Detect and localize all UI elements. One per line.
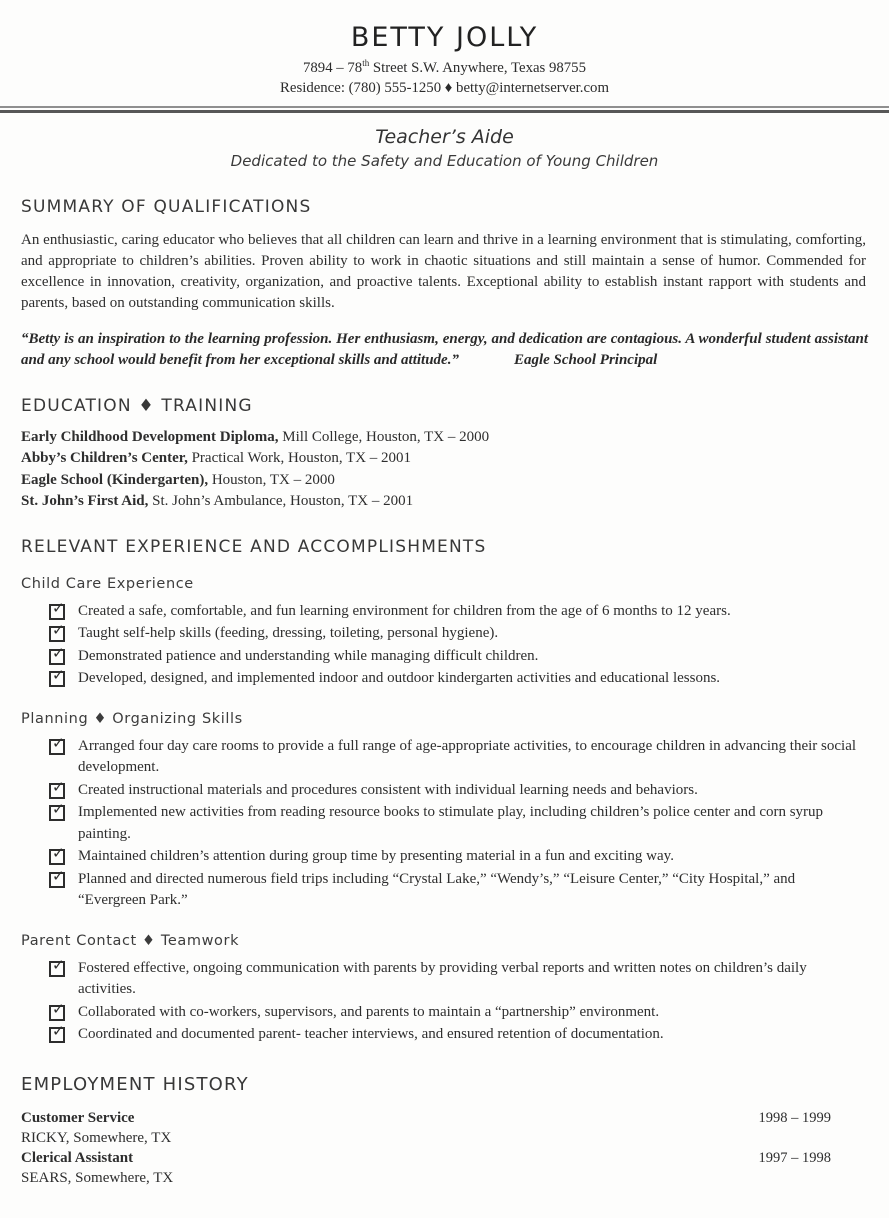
job-title: Customer Service xyxy=(21,1109,135,1126)
checked-checkbox-icon xyxy=(49,961,65,977)
title-block xyxy=(0,126,889,170)
address-text-rest: Street S.W. Anywhere, Texas 98755 xyxy=(369,59,586,76)
list-item xyxy=(49,736,868,779)
checked-checkbox-icon xyxy=(49,649,65,665)
education-item xyxy=(21,470,868,492)
checked-checkbox-icon xyxy=(49,739,65,755)
bullet-text: Arranged four day care rooms to provide a full range of age-appropriate activities, to encourage children in advancing their social development. xyxy=(78,737,857,776)
list-item xyxy=(49,958,868,1001)
address-ordinal: th xyxy=(362,58,370,68)
subheading-planning-organizing: Planning ♦ Organizing Skills xyxy=(21,710,243,727)
resume-content xyxy=(0,197,889,1218)
employment-list xyxy=(21,1108,868,1188)
education-item xyxy=(21,427,868,449)
checked-checkbox-icon xyxy=(49,805,65,821)
job-company: SEARS, Somewhere, TX xyxy=(21,1169,174,1186)
section-heading-experience: RELEVANT EXPERIENCE AND ACCOMPLISHMENTS xyxy=(21,536,487,557)
education-item-detail: Mill College, Houston, TX – 2000 xyxy=(278,428,490,445)
education-item xyxy=(21,491,868,513)
job-title: Clerical Assistant xyxy=(21,1149,134,1166)
list-item xyxy=(49,869,868,912)
job-company: RICKY, Somewhere, TX xyxy=(21,1129,172,1146)
bullet-text: Coordinated and documented parent- teacher interviews, and ensured retention of documentation. xyxy=(78,1026,664,1043)
list-item xyxy=(49,780,868,802)
education-list xyxy=(21,427,868,513)
job-row xyxy=(21,1148,868,1168)
education-item-title: Abby’s Children’s Center, xyxy=(21,450,188,467)
bullet-text: Developed, designed, and implemented indoor and outdoor kindergarten activities and educational lessons. xyxy=(78,670,721,687)
quote-text: “Betty is an inspiration to the learning profession. Her enthusiasm, energy, and dedication are contagious. A wonderful student assistant and any school would benefit from her exceptional skills and attitude.” xyxy=(21,330,868,368)
bullet-text: Implemented new activities from reading resource books to stimulate play, including children’s police center and corn syrup painting. xyxy=(78,804,824,842)
checked-checkbox-icon xyxy=(49,1005,65,1021)
education-item xyxy=(21,448,868,470)
checked-checkbox-icon xyxy=(49,1027,65,1043)
education-item-detail: Houston, TX – 2000 xyxy=(208,471,335,488)
bullet-text: Collaborated with co-workers, supervisors, and parents to maintain a “partnership” environment. xyxy=(78,1003,660,1020)
summary-paragraph: An enthusiastic, caring educator who believes that all children can learn and thrive in a learning environment that is stimulating, comforting, and appropriate to children’s abilities. Proven ability to work in chaotic situations and still maintain a sense of humor. Commended for excellence in innovation, creativity, organization, and proactive talents. Exceptional ability to establish instant rapport with students and parents, based on outstanding communication skills. xyxy=(21,231,866,311)
subheading-child-care: Child Care Experience xyxy=(21,575,194,592)
section-heading-summary: SUMMARY OF QUALIFICATIONS xyxy=(21,196,312,217)
checked-checkbox-icon xyxy=(49,626,65,642)
bullet-list-parent-contact xyxy=(21,958,868,1046)
education-item-title: Eagle School (Kindergarten), xyxy=(21,471,209,488)
address-text: 7894 – 78 xyxy=(303,59,363,76)
person-name: BETTY JOLLY xyxy=(350,22,539,53)
bullet-text: Demonstrated patience and understanding while managing difficult children. xyxy=(78,647,539,664)
testimonial-quote xyxy=(21,329,868,371)
quote-attribution: Eagle School Principal xyxy=(513,351,658,368)
bullet-text: Maintained children’s attention during group time by presenting material in a fun and exciting way. xyxy=(78,848,674,865)
checked-checkbox-icon xyxy=(49,783,65,799)
checked-checkbox-icon xyxy=(49,872,65,888)
list-item xyxy=(49,646,868,668)
bullet-text: Created a safe, comfortable, and fun learning environment for children from the age of 6 months to 12 years. xyxy=(78,602,731,619)
bullet-text: Taught self-help skills (feeding, dressing, toileting, personal hygiene). xyxy=(78,625,499,642)
list-item xyxy=(49,802,868,845)
list-item xyxy=(49,846,868,868)
checked-checkbox-icon xyxy=(49,604,65,620)
checked-checkbox-icon xyxy=(49,671,65,687)
list-item xyxy=(49,623,868,645)
bullet-list-child-care xyxy=(21,601,868,690)
job-dates: 1997 – 1998 xyxy=(758,1149,831,1166)
address-line xyxy=(0,58,889,77)
list-item xyxy=(49,601,868,623)
bullet-text: Planned and directed numerous field trips including “Crystal Lake,” “Wendy’s,” “Leisure Center,” “City Hospital,” and “Evergreen Park.” xyxy=(78,870,796,909)
bullet-text: Created instructional materials and procedures consistent with individual learning needs and behaviors. xyxy=(78,781,698,798)
list-item xyxy=(49,1024,868,1046)
education-item-title: Early Childhood Development Diploma, xyxy=(21,428,279,445)
section-heading-education: EDUCATION ♦ TRAINING xyxy=(21,395,253,416)
resume-header xyxy=(0,0,889,97)
bullet-list-planning xyxy=(21,736,868,912)
resume-subtitle: Dedicated to the Safety and Education of Young Children xyxy=(230,151,659,170)
job-dates: 1998 – 1999 xyxy=(758,1109,831,1126)
list-item xyxy=(49,668,868,690)
checked-checkbox-icon xyxy=(49,849,65,865)
resume-title: Teacher’s Aide xyxy=(375,125,514,148)
section-heading-employment: EMPLOYMENT HISTORY xyxy=(21,1073,249,1095)
contact-line: Residence: (780) 555-1250 ♦ betty@internetserver.com xyxy=(280,79,609,96)
list-item xyxy=(49,1002,868,1024)
subheading-parent-contact: Parent Contact ♦ Teamwork xyxy=(21,932,240,949)
job-row xyxy=(21,1108,868,1128)
education-item-detail: St. John’s Ambulance, Houston, TX – 2001 xyxy=(148,493,414,510)
education-item-detail: Practical Work, Houston, TX – 2001 xyxy=(187,450,412,467)
education-item-title: St. John’s First Aid, xyxy=(21,493,149,510)
header-divider xyxy=(0,106,889,113)
bullet-text: Fostered effective, ongoing communication with parents by providing verbal reports and written notes on children’s daily activities. xyxy=(78,959,807,998)
